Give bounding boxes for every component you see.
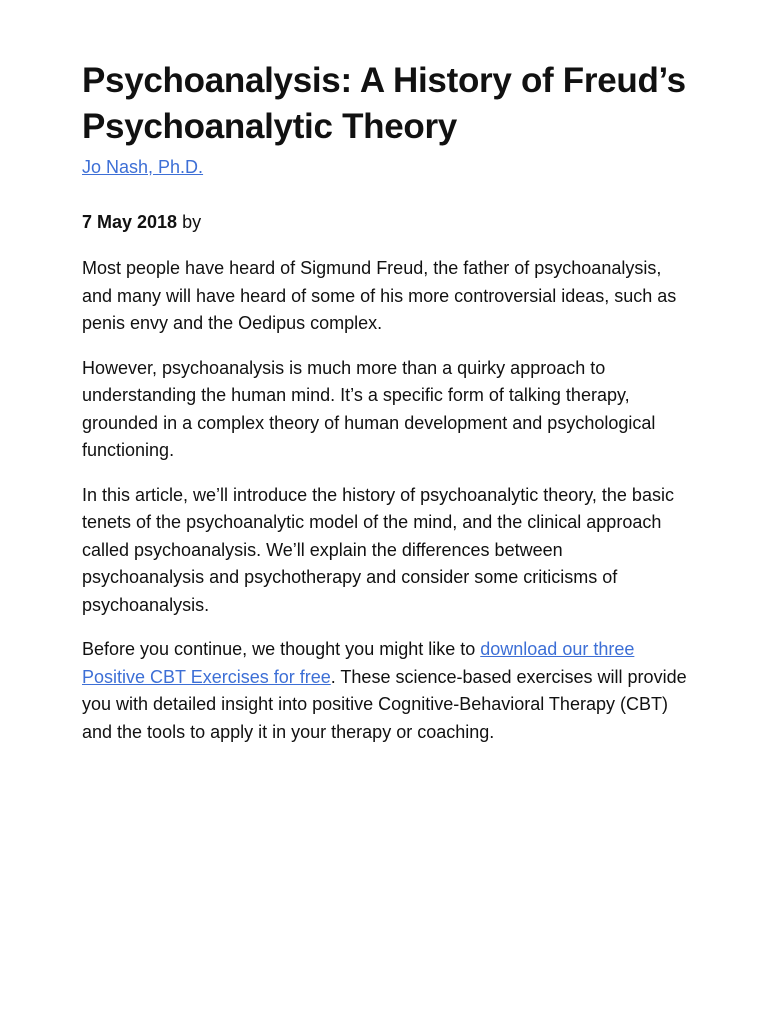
byline-suffix: by xyxy=(177,212,202,232)
intro-paragraph-2: However, psychoanalysis is much more than a quirky approach to understanding the human mind. It’s a specific form of talking therapy, grounded in a complex theory of human development and psychological functioning. xyxy=(82,357,656,460)
publish-date: 7 May 2018 xyxy=(82,212,178,232)
cta-text-before: Before you continue, we thought you might like to xyxy=(82,639,481,659)
cta-text-after: . These science-based exercises will provide you with detailed insight into positive Cognitive-Behavioral Therapy (CBT) and the tools to apply it in your therapy or coaching. xyxy=(82,666,687,742)
dateline xyxy=(82,211,688,233)
article-title: Psychoanalysis: A History of Freud’s Psychoanalytic Theory xyxy=(82,61,686,146)
intro-paragraph-1: Most people have heard of Sigmund Freud, the father of psychoanalysis, and many will have heard of some of his more controversial ideas, such as penis envy and the Oedipus complex. xyxy=(82,258,677,333)
author-link[interactable]: Jo Nash, Ph.D. xyxy=(82,157,204,177)
cta-paragraph xyxy=(82,636,688,746)
download-exercises-link[interactable]: download our three Positive CBT Exercises for free xyxy=(82,639,635,687)
intro-paragraph-3: In this article, we’ll introduce the history of psychoanalytic theory, the basic tenets of the psychoanalytic model of the mind, and the clinical approach called psychoanalysis. We’ll explain the differences between psychoanalysis and psychotherapy and consider some criticisms of psychoanalysis. xyxy=(82,484,674,615)
